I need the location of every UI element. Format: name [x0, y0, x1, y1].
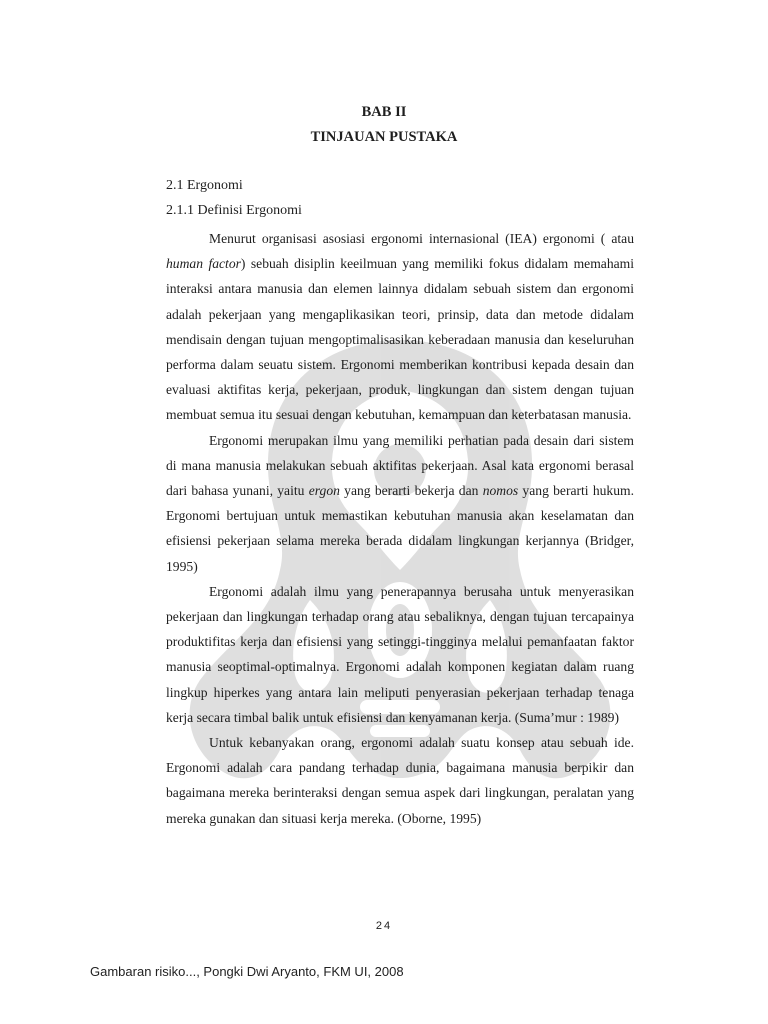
chapter-label: BAB II: [361, 104, 407, 120]
section-heading: 2.1 Ergonomi: [166, 178, 243, 193]
term-ergon: ergon: [308, 483, 340, 499]
document-body: [166, 226, 634, 831]
chapter-title: TINJAUAN PUSTAKA: [310, 129, 458, 145]
term-human-factor: human factor: [166, 256, 241, 272]
footer-citation: Gambaran risiko..., Pongki Dwi Aryanto, FKM UI, 2008: [90, 964, 404, 979]
page-number: 24: [375, 920, 393, 932]
paragraph-2: Ergonomi merupakan ilmu yang memiliki perhatian pada desain dari sistem di mana manusia melakukan sebuah aktifitas pekerjaan. Asal kata ergonomi berasal dari bahasa yunani, yaitu ergon yang berarti bekerja dan nomos yang berarti hukum. Ergonomi bertujuan untuk memastikan kebutuhan manusia akan keselamatan dan efisiensi pekerjaan selama mereka berada didalam lingkungan kerjannya (Bridger, 1995): [166, 432, 634, 574]
paragraph-3: Ergonomi adalah ilmu yang penerapannya berusaha untuk menyerasikan pekerjaan dan lingkungan terhadap orang atau sebaliknya, dengan tujuan tercapainya produktifitas kerja dan efisiensi yang setinggi-tingginya melalui pemanfaatan faktor manusia seoptimal-optimalnya. Ergonomi adalah komponen kegiatan dalam ruang lingkup hiperkes yang antara lain meliputi penyerasian pekerjaan terhadap tenaga kerja secara timbal balik untuk efisiensi dan kenyamanan kerja. (Suma’mur : 1989): [166, 583, 634, 725]
paragraph-4: Untuk kebanyakan orang, ergonomi adalah suatu konsep atau sebuah ide. Ergonomi adalah cara pandang terhadap dunia, bagaimana manusia berpikir dan bagaimana mereka berinteraksi dengan semua aspek dari lingkungan, peralatan yang mereka gunakan dan situasi kerja mereka. (Oborne, 1995): [166, 735, 634, 826]
subsection-heading: 2.1.1 Definisi Ergonomi: [166, 203, 302, 218]
term-nomos: nomos: [482, 483, 519, 499]
paragraph-1: Menurut organisasi asosiasi ergonomi internasional (IEA) ergonomi ( atau human factor) sebuah disiplin keeilmuan yang memiliki fokus didalam memahami interaksi antara manusia dan elemen lainnya didalam sebuah sistem dan ergonomi adalah pekerjaan yang mengaplikasikan teori, prinsip, data dan metode didalam mendisain dengan tujuan mengoptimalisasikan keberadaan manusia dan keseluruhan performa dalam seuatu sistem. Ergonomi memberikan kontribusi kepada desain dan evaluasi aktifitas kerja, pekerjaan, produk, lingkungan dan sistem dengan tujuan membuat semua itu sesuai dengan kebutuhan, kemampuan dan keterbatasan manusia.: [166, 231, 634, 423]
